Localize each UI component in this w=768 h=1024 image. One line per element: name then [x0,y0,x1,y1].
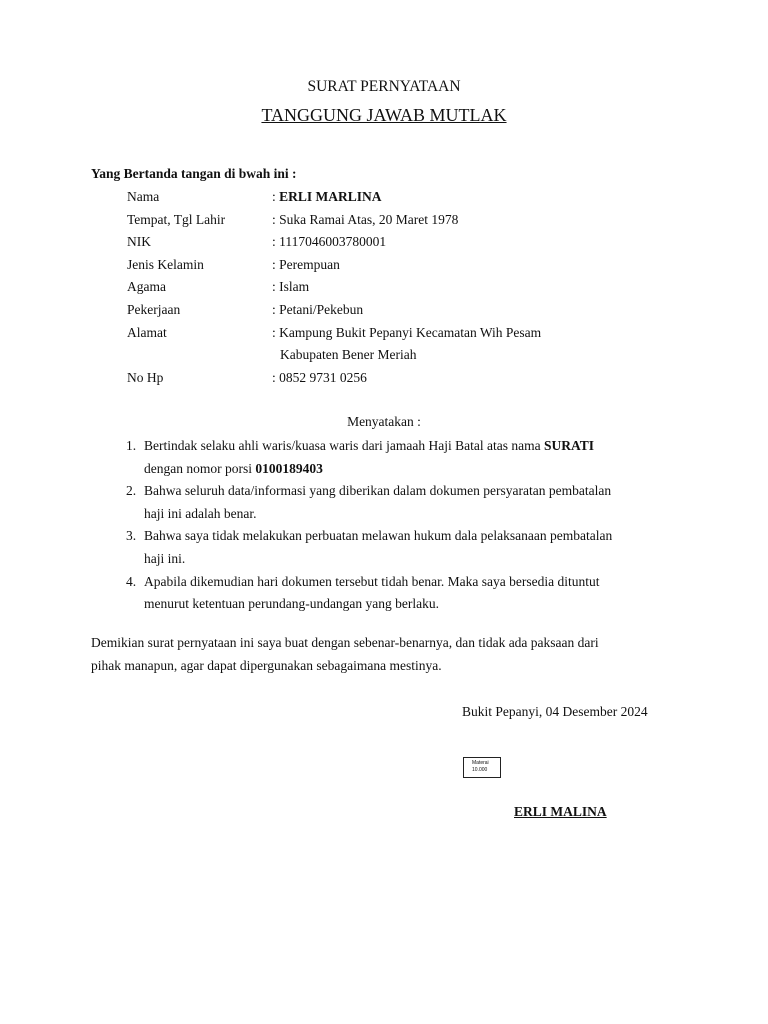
list-line: haji ini. [144,550,186,566]
field-value: : 0852 9731 0256 [272,369,367,385]
field-row-pekerjaan [127,299,687,322]
stamp-label: Materai [472,760,489,766]
field-label: Tempat, Tgl Lahir [127,211,226,227]
list-item [126,525,678,570]
field-value: : Petani/Pekebun [272,301,364,317]
list-number: 3. [126,528,137,544]
declaration-list [126,435,678,616]
list-bold-text: 0100189403 [255,460,323,476]
field-value [272,186,687,209]
declaration-heading: Menyatakan : [347,414,421,429]
list-line: menurut ketentuan perundang-undangan yang berlaku. [144,596,440,612]
field-label: Pekerjaan [127,301,181,317]
field-row-no-hp [127,367,687,390]
field-value: : Suka Ramai Atas, 20 Maret 1978 [272,211,459,227]
list-line [144,458,678,481]
field-label: Jenis Kelamin [127,256,204,272]
document-title: SURAT PERNYATAAN [307,78,461,95]
list-item [126,571,678,616]
field-row-alamat-continuation [127,344,687,367]
list-line: Apabila dikemudian hari dokumen tersebut tidah benar. Maka saya bersedia dituntut [144,573,600,589]
materai-stamp [463,757,501,778]
field-row-jenis-kelamin [127,254,687,277]
field-label: Alamat [127,324,167,340]
list-number: 4. [126,573,137,589]
field-value: : Perempuan [272,256,340,272]
field-label: Nama [127,189,160,204]
stamp-value: 10.000 [472,767,488,773]
list-text: Bertindak selaku ahli waris/kuasa waris dari jamaah Haji Batal atas nama [144,438,544,453]
list-text: dengan nomor porsi [144,460,256,476]
field-value-prefix: : [272,189,280,204]
field-value: : Kampung Bukit Pepanyi Kecamatan Wih Pesam [272,324,542,340]
identity-fields [127,186,687,389]
field-row-agama [127,276,687,299]
closing-line: Demikian surat pernyataan ini saya buat dengan sebenar-benarnya, dan tidak ada paksaan dari [91,635,599,650]
list-number: 2. [126,483,137,499]
list-item [126,435,678,480]
list-item [126,480,678,525]
list-line: Bahwa seluruh data/informasi yang diberikan dalam dokumen persyaratan pembatalan [144,483,612,499]
list-number: 1. [126,438,137,453]
list-line [144,435,678,458]
field-row-alamat [127,322,687,345]
field-row-nama [127,186,687,209]
signer-name: ERLI MALINA [514,804,607,819]
list-bold-text: SURATI [543,438,594,453]
intro-text: Yang Bertanda tangan di bwah ini : [91,166,297,181]
name-value: ERLI MARLINA [279,189,382,204]
list-line: haji ini adalah benar. [144,505,257,521]
closing-paragraph [91,632,681,677]
field-label: NIK [127,234,151,250]
document-subtitle: TANGGUNG JAWAB MUTLAK [261,105,507,125]
field-row-nik [127,231,687,254]
closing-line: pihak manapun, agar dapat dipergunakan sebagaimana mestinya. [91,657,442,673]
field-value-continuation: Kabupaten Bener Meriah [280,347,417,363]
list-line: Bahwa saya tidak melakukan perbuatan melawan hukum dala pelaksanaan pembatalan [144,528,613,544]
field-label-empty [127,344,272,367]
field-label: Agama [127,279,166,295]
field-value: : 1117046003780001 [272,234,387,250]
place-date: Bukit Pepanyi, 04 Desember 2024 [462,704,648,719]
field-label: No Hp [127,369,164,385]
field-row-ttl [127,209,687,232]
field-value: : Islam [272,279,310,295]
